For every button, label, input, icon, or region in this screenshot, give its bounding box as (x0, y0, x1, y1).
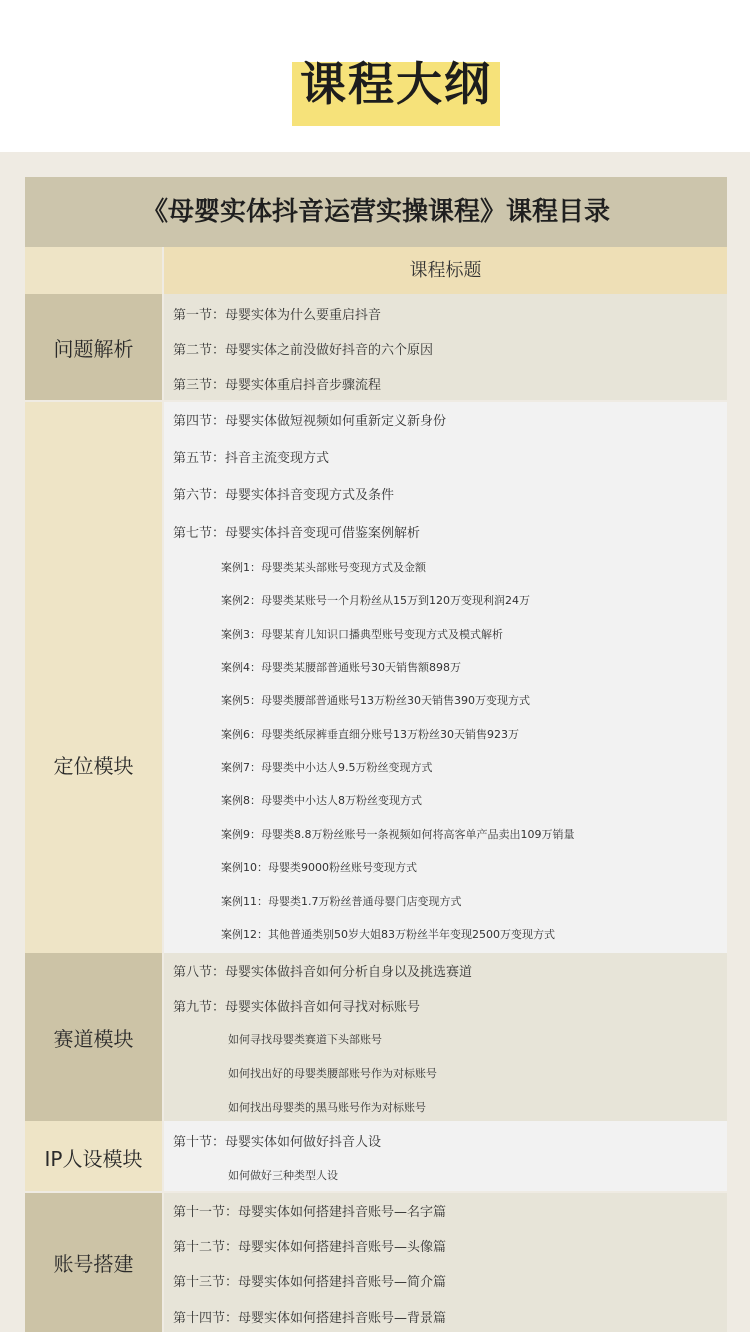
category-label: 赛道模块 (53, 1026, 134, 1051)
lesson-item: 第十三节：母婴实体如何搭建抖音账号—简介篇 (173, 1275, 447, 1290)
sub-item: 如何做好三种类型人设 (228, 1169, 338, 1182)
lesson-item: 第七节：母婴实体抖音变现可借鉴案例解析 (173, 526, 421, 541)
lesson-item: 第十二节：母婴实体如何搭建抖音账号—头像篇 (173, 1240, 447, 1255)
sub-item: 如何找出母婴类的黑马账号作为对标账号 (228, 1101, 426, 1114)
case-item: 案例1：母婴类某头部账号变现方式及金额 (221, 561, 426, 574)
case-item: 案例8：母婴类中小达人8万粉丝变现方式 (221, 794, 422, 807)
category-cell (25, 953, 162, 1121)
category-cell (25, 1193, 162, 1332)
course-table (25, 177, 727, 1332)
lesson-item: 第十一节：母婴实体如何搭建抖音账号—名字篇 (173, 1205, 447, 1220)
sub-item: 如何找出好的母婴类腰部账号作为对标账号 (228, 1067, 437, 1080)
lesson-item: 第八节：母婴实体做抖音如何分析自身以及挑选赛道 (173, 965, 473, 980)
section-content (164, 294, 727, 400)
case-item: 案例2：母婴类某账号一个月粉丝从15万到120万变现利润24万 (221, 594, 530, 607)
case-item: 案例5：母婴类腰部普通账号13万粉丝30天销售390万变现方式 (221, 694, 530, 707)
category-label: 定位模块 (53, 754, 134, 778)
sub-item: 如何寻找母婴类赛道下头部账号 (228, 1033, 382, 1046)
section-content (164, 1193, 727, 1332)
lesson-item: 第四节：母婴实体做短视频如何重新定义新身份 (173, 414, 447, 429)
case-item: 案例7：母婴类中小达人9.5万粉丝变现方式 (221, 761, 433, 774)
header-area (0, 0, 750, 152)
page-title-highlight (292, 57, 500, 126)
case-item: 案例6：母婴类纸尿裤垂直细分账号13万粉丝30天销售923万 (221, 728, 519, 741)
lesson-item: 第一节：母婴实体为什么要重启抖音 (173, 308, 382, 323)
lesson-item: 第十四节：母婴实体如何搭建抖音账号—背景篇 (173, 1311, 447, 1326)
category-cell (25, 1123, 162, 1191)
lesson-item: 第五节：抖音主流变现方式 (173, 451, 330, 466)
category-column-header (25, 247, 162, 294)
lesson-item: 第十节：母婴实体如何做好抖音人设 (173, 1135, 382, 1150)
category-label: IP人设模块 (44, 1146, 143, 1171)
category-label: 问题解析 (53, 336, 134, 361)
case-item: 案例11：母婴类1.7万粉丝普通母婴门店变现方式 (221, 895, 462, 908)
case-item: 案例3：母婴某育儿知识口播典型账号变现方式及模式解析 (221, 628, 503, 641)
category-label: 账号搭建 (53, 1252, 134, 1276)
case-item: 案例4：母婴类某腰部普通账号30天销售额898万 (221, 661, 461, 674)
case-item: 案例9：母婴类8.8万粉丝账号一条视频如何将高客单产品卖出109万销量 (221, 828, 575, 841)
lesson-item: 第九节：母婴实体做抖音如何寻找对标账号 (173, 1000, 421, 1015)
page-title: 课程大纲 (300, 57, 492, 111)
section-content (164, 1123, 727, 1191)
title-column-header: 课程标题 (164, 247, 727, 294)
lesson-item: 第三节：母婴实体重启抖音步骤流程 (173, 378, 382, 393)
lesson-item: 第二节：母婴实体之前没做好抖音的六个原因 (173, 343, 434, 358)
section-content (164, 953, 727, 1121)
table-caption: 《母婴实体抖音运营实操课程》课程目录 (25, 177, 727, 247)
lesson-item: 第六节：母婴实体抖音变现方式及条件 (173, 488, 395, 503)
case-item: 案例10：母婴类9000粉丝账号变现方式 (221, 861, 417, 874)
category-cell (25, 294, 162, 400)
case-item: 案例12：其他普通类别50岁大姐83万粉丝半年变现2500万变现方式 (221, 928, 555, 941)
